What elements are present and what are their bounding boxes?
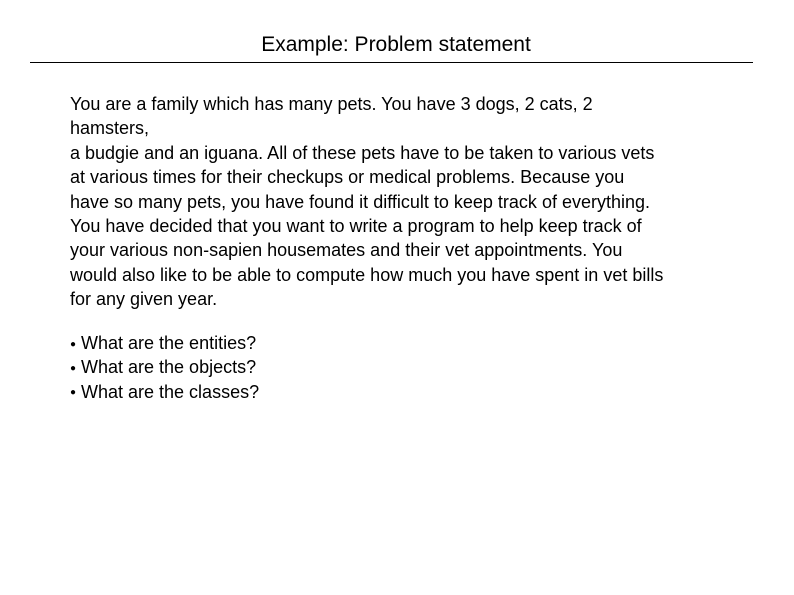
paragraph-line: a budgie and an iguana. All of these pets have to be taken to various vets <box>70 142 655 163</box>
question-text: What are the entities? <box>81 333 257 353</box>
paragraph-line: have so many pets, you have found it difficult to keep track of everything. <box>70 191 650 212</box>
question-text: What are the objects? <box>81 357 257 378</box>
paragraph-line: for any given year. <box>70 289 218 310</box>
bullet-icon: ● <box>70 338 77 350</box>
title-divider <box>30 62 753 63</box>
question-list <box>70 331 470 404</box>
bullet-icon: ● <box>70 362 77 374</box>
question-text: What are the classes? <box>81 381 260 402</box>
slide-title: Example: Problem statement <box>261 33 531 56</box>
problem-statement-paragraph <box>70 92 760 312</box>
paragraph-line: would also like to be able to compute how much you have spent in vet bills <box>70 264 664 285</box>
paragraph-line: your various non-sapien housemates and their vet appointments. You <box>70 240 623 261</box>
paragraph-line: at various times for their checkups or medical problems. Because you <box>70 167 625 188</box>
question-item <box>70 331 470 355</box>
question-item <box>70 355 470 379</box>
paragraph-line: You have decided that you want to write a program to help keep track of <box>70 215 642 236</box>
paragraph-line: hamsters, <box>70 118 150 139</box>
paragraph-line: You are a family which has many pets. You have 3 dogs, 2 cats, 2 <box>70 94 593 114</box>
question-item <box>70 380 470 404</box>
bullet-icon: ● <box>70 387 77 399</box>
